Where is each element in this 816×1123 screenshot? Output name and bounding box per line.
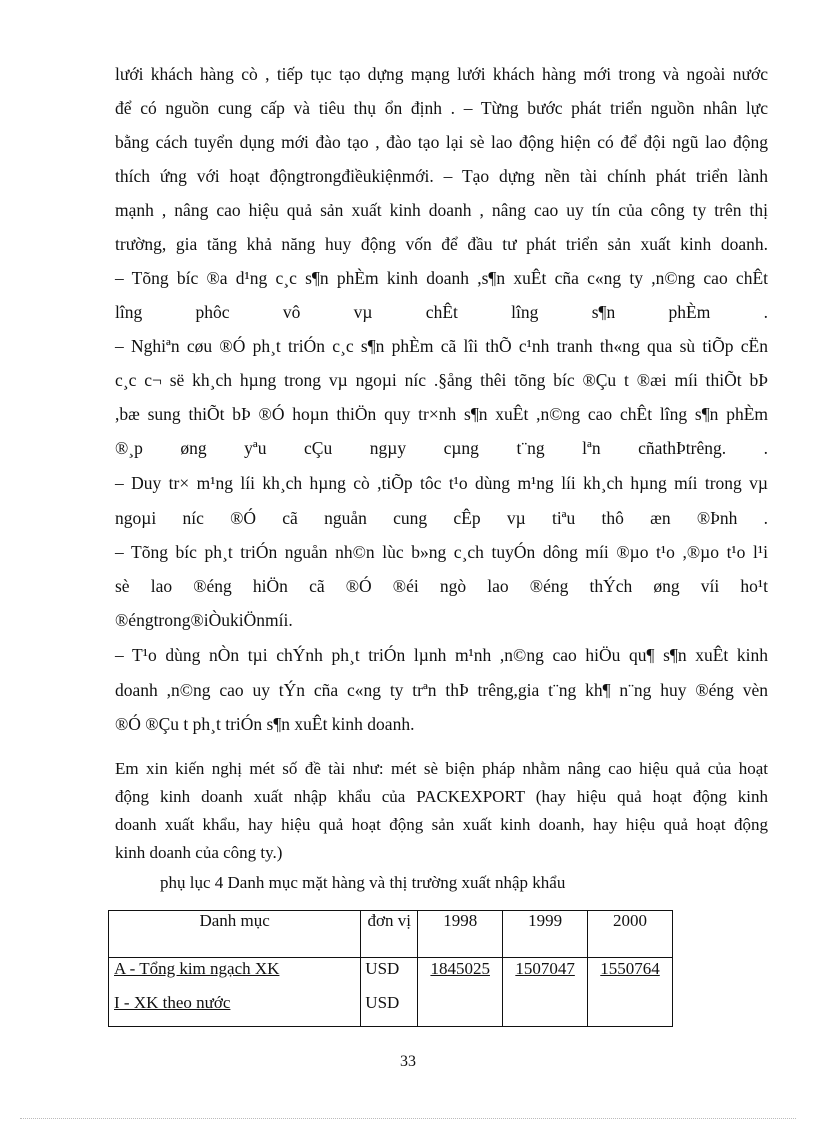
value-1999: 1507047 xyxy=(515,959,575,978)
text-line: – Tõng bíc ®a d¹ng c¸c s¶n phÈm kinh doanh ,s¶n xuÊt cña c«ng ty ,n©ng cao chÊt xyxy=(115,268,768,288)
table-header-row xyxy=(109,911,673,958)
text-line: động kinh doanh xuất nhập khẩu của PACKEXPORT (hay hiệu quả hoạt động kinh xyxy=(115,787,768,806)
header-unit: đơn vị xyxy=(361,911,418,958)
text-line: sè lao ®éng hiÖn cã ®Ó ®éi ngò lao ®éng thÝch øng víi ho¹t xyxy=(115,576,768,596)
row-label: A - Tổng kim ngạch XK xyxy=(114,959,280,978)
text-line: ®éngtrong®iÒukiÖnmíi. xyxy=(115,610,293,630)
table-row xyxy=(109,958,673,1027)
text-line: lîng phôc vô vµ chÊt lîng s¶n phÈm . xyxy=(115,302,768,322)
category-cell xyxy=(109,958,361,1027)
value-2000: 1550764 xyxy=(600,959,660,978)
text-line: kinh doanh của công ty.) xyxy=(115,843,283,862)
text-line: ,bæ sung thiÕt bÞ ®Ó hoµn thiÖn quy tr×nh s¶n xuÊt ,n©ng cao chÊt lîng s¶n phÈm xyxy=(115,404,768,424)
export-table xyxy=(108,910,673,1027)
text-line: c¸c c¬ së kh¸ch hµng trong vµ ngoµi níc .§ång thêi tõng bíc ®Çu t ®æi míi thiÕt bÞ xyxy=(115,370,768,390)
row-unit: USD xyxy=(365,993,400,1012)
row-unit: USD xyxy=(365,959,400,978)
value-2000-cell xyxy=(588,958,673,1027)
page-number: 33 xyxy=(400,1053,416,1070)
text-line: lưới khách hàng cò , tiếp tục tạo dựng mạng lưới khách hàng mới trong và ngoài nước xyxy=(115,64,768,84)
text-line: thích ứng với hoạt độngtrongđiềukiệnmới. – Tạo dựng nền tài chính phát triển lành xyxy=(115,166,768,186)
value-1998: 1845025 xyxy=(430,959,490,978)
page-bottom-divider xyxy=(20,1118,796,1119)
text-line: doanh xuất khẩu, hay hiệu quả hoạt động sản xuất kinh doanh, hay hiệu quả hoạt động xyxy=(115,815,768,834)
unit-cell xyxy=(361,958,418,1027)
header-category: Danh mục xyxy=(109,911,361,958)
text-line: ®Ó ®Çu t ph¸t triÓn s¶n xuÊt kinh doanh. xyxy=(115,714,415,734)
row-label: I - XK theo nước xyxy=(114,993,231,1012)
text-line: bằng cách tuyển dụng mới đào tạo , đào tạo lại sè lao động hiện có để đội ngũ lao động xyxy=(115,132,768,152)
header-1999: 1999 xyxy=(503,911,588,958)
text-line: – Tõng bíc ph¸t triÓn nguån nh©n lùc b»ng c¸ch tuyÓn dông míi ®µo t¹o ,®µo t¹o l¹i xyxy=(115,542,768,562)
text-line: để có nguồn cung cấp và tiêu thụ ổn định . – Từng bước phát triển nguồn nhân lực xyxy=(115,98,768,118)
text-line: – Nghiªn cøu ®Ó ph¸t triÓn c¸c s¶n phÈm cã lîi thÕ c¹nh tranh th«ng qua sù tiÕp cËn xyxy=(115,336,768,356)
value-1998-cell xyxy=(418,958,503,1027)
value-1999-cell xyxy=(503,958,588,1027)
header-2000: 2000 xyxy=(588,911,673,958)
table-caption: phụ lục 4 Danh mục mặt hàng và thị trường xuất nhập khẩu xyxy=(160,873,566,892)
text-line: – T¹o dùng nÒn tµi chÝnh ph¸t triÓn lµnh m¹nh ,n©ng cao hiÖu qu¶ s¶n xuÊt kinh xyxy=(115,645,768,665)
text-line: Em xin kiến nghị mét số đề tài như: mét sè biện pháp nhằm nâng cao hiệu quả của hoạt xyxy=(115,759,768,778)
text-line: – Duy tr× m¹ng líi kh¸ch hµng cò ,tiÕp tôc t¹o dùng m¹ng líi kh¸ch hµng míi trong vµ xyxy=(115,473,768,493)
text-line: doanh ,n©ng cao uy tÝn cña c«ng ty trªn thÞ trêng,gia t¨ng kh¶ n¨ng huy ®éng vèn xyxy=(115,680,768,700)
header-1998: 1998 xyxy=(418,911,503,958)
text-line: ®¸p øng yªu cÇu ngµy cµng t¨ng lªn cñathÞtrêng. . xyxy=(115,438,768,458)
text-line: ngoµi níc ®Ó cã nguån cung cÊp vµ tiªu thô æn ®Þnh . xyxy=(115,508,768,528)
text-line: trường, gia tăng khả năng huy động vốn để đầu tư phát triển sản xuất kinh doanh. xyxy=(115,234,768,254)
text-line: mạnh , nâng cao hiệu quả sản xuất kinh doanh , nâng cao uy tín của công ty trên thị xyxy=(115,200,768,220)
